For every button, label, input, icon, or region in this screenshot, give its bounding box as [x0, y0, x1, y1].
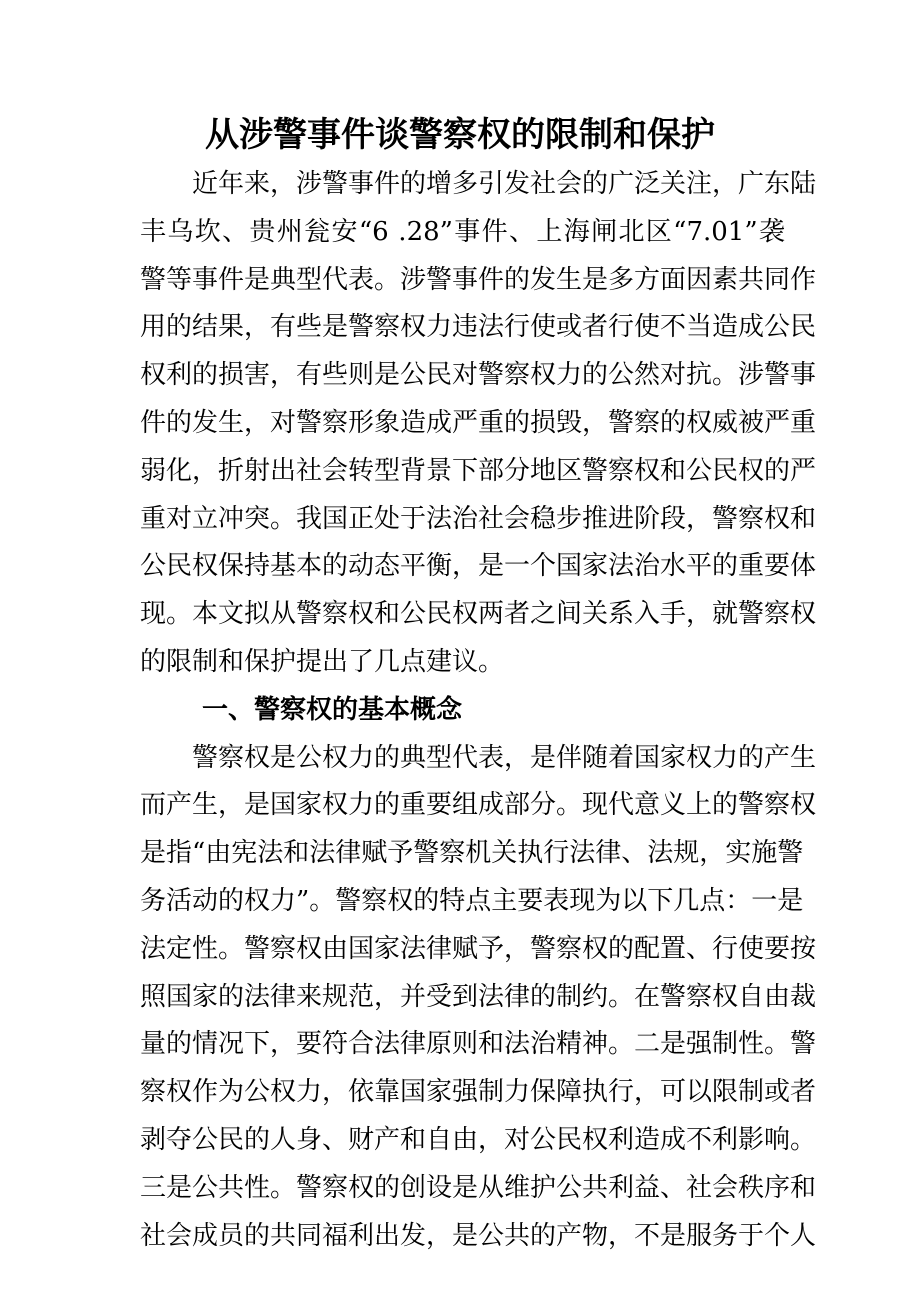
- text-line: 社会成员的共同福利出发，是公共的产物，不是服务于个人: [140, 1220, 817, 1251]
- intro-paragraph: [140, 161, 817, 1260]
- text-line: 用的结果，有些是警察权力违法行使或者行使不当造成公民: [140, 312, 817, 343]
- text-line: 三是公共性。警察权的创设是从维护公共利益、社会秩序和: [140, 1172, 817, 1203]
- text-line: 务活动的权力”。警察权的特点主要表现为以下几点：一是: [140, 885, 804, 916]
- text-line: 公民权保持基本的动态平衡，是一个国家法治水平的重要体: [140, 551, 817, 582]
- text-line: 权利的损害，有些则是公民对警察权力的公然对抗。涉警事: [140, 360, 817, 391]
- text-line: 法定性。警察权由国家法律赋予，警察权的配置、行使要按: [140, 933, 817, 964]
- text-line: 现。本文拟从警察权和公民权两者之间关系入手，就警察权: [140, 599, 817, 630]
- text-line: 警察权是公权力的典型代表，是伴随着国家权力的产生: [192, 742, 817, 773]
- document-title: 从涉警事件谈警察权的限制和保护: [205, 115, 715, 155]
- text-line: 而产生，是国家权力的重要组成部分。现代意义上的警察权: [140, 790, 817, 821]
- section-heading: 一、警察权的基本概念: [202, 694, 463, 725]
- text-line: 丰乌坎、贵州瓮安“6 .28”事件、上海闸北区“7.01”袭: [140, 216, 785, 247]
- text-line: 量的情况下，要符合法律原则和法治精神。二是强制性。警: [140, 1029, 817, 1060]
- text-line: 察权作为公权力，依靠国家强制力保障执行，可以限制或者: [140, 1077, 817, 1108]
- text-line: 照国家的法律来规范，并受到法律的制约。在警察权自由裁: [140, 981, 817, 1012]
- text-line: 是指“由宪法和法律赋予警察机关执行法律、法规，实施警: [140, 838, 804, 869]
- text-line: 近年来，涉警事件的增多引发社会的广泛关注，广东陆: [192, 169, 817, 199]
- text-line: 警等事件是典型代表。涉警事件的发生是多方面因素共同作: [140, 264, 817, 295]
- text-line: 重对立冲突。我国正处于法治社会稳步推进阶段，警察权和: [140, 503, 817, 534]
- text-line: 的限制和保护提出了几点建议。: [140, 646, 505, 677]
- text-line: 剥夺公民的人身、财产和自由，对公民权利造成不利影响。: [140, 1124, 817, 1155]
- text-line: 件的发生，对警察形象造成严重的损毁，警察的权威被严重: [140, 407, 817, 438]
- text-line: 弱化，折射出社会转型背景下部分地区警察权和公民权的严: [140, 455, 817, 486]
